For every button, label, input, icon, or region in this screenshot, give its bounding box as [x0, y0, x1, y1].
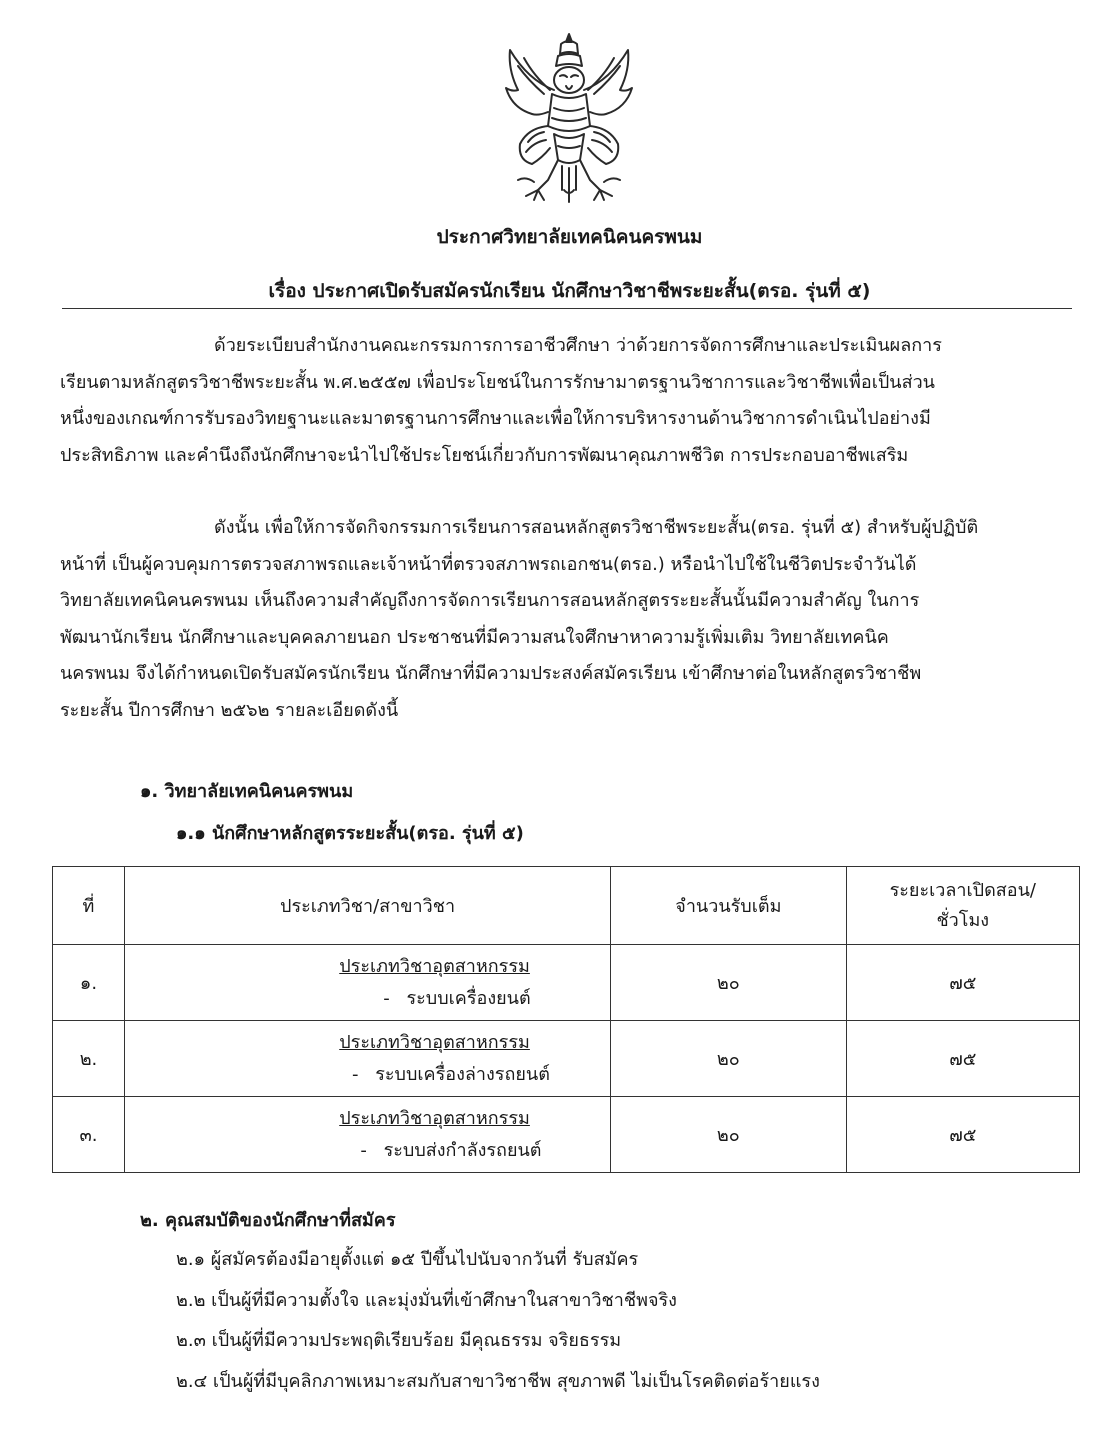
program-name-line	[126, 1059, 609, 1091]
program-cell	[124, 1097, 610, 1173]
program-category: ประเภทวิชาอุตสาหกรรม	[339, 1031, 530, 1053]
duration-cell: ๗๕	[846, 945, 1079, 1021]
duration-header-line: ชั่วโมง	[936, 909, 990, 931]
program-name: ระบบเครื่องยนต์	[406, 987, 531, 1009]
paragraph-line: ประสิทธิภาพ และคำนึงถึงนักศึกษาจะนำไปใช้ประโยชน์เกี่ยวกับการพัฒนาคุณภาพชีวิต การประกอบอาชีพเสริม	[60, 444, 909, 466]
paragraph-line: หน้าที่ เป็นผู้ควบคุมการตรวจสภาพรถและเจ้าหน้าที่ตรวจสภาพรถเอกชน(ตรอ.) หรือนำไปใช้ในชีวิตประจำวันได้	[60, 553, 917, 575]
table-header-row	[53, 867, 1080, 945]
paragraph-line: ด้วยระเบียบสำนักงานคณะกรรมการการอาชีวศึกษา ว่าด้วยการจัดการศึกษาและประเมินผลการ	[214, 335, 942, 356]
section-1-heading: ๑. วิทยาลัยเทคนิคนครพนม	[140, 781, 354, 802]
title-divider	[62, 308, 1072, 309]
paragraph-line: หนึ่งของเกณฑ์การรับรองวิทยฐานะและมาตรฐานการศึกษาและเพื่อให้การบริหารงานด้านวิชาการดำเนินไปอย่างมี	[60, 408, 931, 429]
paragraph-line: วิทยาลัยเทคนิคนครพนม เห็นถึงความสำคัญถึงการจัดการเรียนการสอนหลักสูตรระยะสั้นนั้นมีความสำคัญ ในการ	[60, 590, 920, 611]
list-dash: -	[351, 1063, 359, 1085]
program-name-line	[126, 1135, 609, 1167]
program-name-line	[126, 983, 609, 1015]
paragraph-line: ดังนั้น เพื่อให้การจัดกิจกรรมการเรียนการสอนหลักสูตรวิชาชีพระยะสั้น(ตรอ. รุ่นที่ ๕) สำหรับผู้ปฏิบัติ	[214, 517, 979, 538]
qualification-item: ๒.๒ เป็นผู้ที่มีความตั้งใจ และมุ่งมั่นที่เข้าศึกษาในสาขาวิชาชีพจริง	[176, 1290, 677, 1311]
announcement-subject: เรื่อง ประกาศเปิดรับสมัครนักเรียน นักศึกษาวิชาชีพระยะสั้น(ตรอ. รุ่นที่ ๕)	[268, 280, 871, 302]
list-dash: -	[360, 1139, 367, 1161]
announcement-title: ประกาศวิทยาลัยเทคนิคนครพนม	[436, 226, 703, 248]
section-2-heading: ๒. คุณสมบัติของนักศึกษาที่สมัคร	[140, 1210, 396, 1231]
table-row	[53, 1021, 1080, 1097]
program-cell	[124, 945, 610, 1021]
col-header-capacity: จำนวนรับเต็ม	[611, 867, 846, 945]
capacity-cell: ๒๐	[611, 1021, 846, 1097]
duration-cell: ๗๕	[846, 1021, 1079, 1097]
col-header-program: ประเภทวิชา/สาขาวิชา	[124, 867, 610, 945]
row-number: ๒.	[53, 1021, 125, 1097]
duration-header-line: ระยะเวลาเปิดสอน/	[889, 879, 1036, 901]
program-category: ประเภทวิชาอุตสาหกรรม	[339, 955, 530, 977]
intro-paragraph	[60, 328, 1072, 474]
program-cell	[124, 1021, 610, 1097]
paragraph-line: พัฒนานักเรียน นักศึกษาและบุคคลภายนอก ประชาชนที่มีความสนใจศึกษาหาความรู้เพิ่มเติม วิทยาลัยเทคนิค	[60, 626, 889, 648]
capacity-cell: ๒๐	[611, 1097, 846, 1173]
garuda-emblem-icon	[498, 30, 640, 208]
duration-cell: ๗๕	[846, 1097, 1079, 1173]
section-1-1-heading: ๑.๑ นักศึกษาหลักสูตรระยะสั้น(ตรอ. รุ่นที่ ๕)	[176, 823, 524, 844]
paragraph-line: นครพนม จึงได้กำหนดเปิดรับสมัครนักเรียน นักศึกษาที่มีความประสงค์สมัครเรียน เข้าศึกษาต่อในหลักสูตรวิชาชีพ	[60, 663, 922, 684]
course-table	[52, 866, 1080, 1173]
table-row	[53, 1097, 1080, 1173]
paragraph-line: ระยะสั้น ปีการศึกษา ๒๕๖๒ รายละเอียดดังนี้	[60, 699, 399, 721]
capacity-cell: ๒๐	[611, 945, 846, 1021]
row-number: ๓.	[53, 1097, 125, 1173]
qualification-item: ๒.๓ เป็นผู้ที่มีความประพฤติเรียบร้อย มีคุณธรรม จริยธรรม	[176, 1330, 622, 1351]
row-number: ๑.	[53, 945, 125, 1021]
list-dash: -	[383, 987, 390, 1009]
paragraph-line: เรียนตามหลักสูตรวิชาชีพระยะสั้น พ.ศ.๒๕๕๗ เพื่อประโยชน์ในการรักษามาตรฐานวิชาการและวิชาชีพเพื่อเป็นส่วน	[60, 371, 935, 393]
qualification-item: ๒.๑ ผู้สมัครต้องมีอายุตั้งแต่ ๑๕ ปีขึ้นไปนับจากวันที่ รับสมัคร	[176, 1249, 639, 1270]
program-name: ระบบส่งกำลังรถยนต์	[383, 1139, 542, 1161]
program-name: ระบบเครื่องล่างรถยนต์	[375, 1063, 550, 1085]
purpose-paragraph	[60, 510, 1072, 729]
program-category: ประเภทวิชาอุตสาหกรรม	[339, 1107, 530, 1129]
qualification-item: ๒.๔ เป็นผู้ที่มีบุคลิกภาพเหมาะสมกับสาขาวิชาชีพ สุขภาพดี ไม่เป็นโรคติดต่อร้ายแรง	[176, 1371, 820, 1392]
table-row	[53, 945, 1080, 1021]
col-header-duration	[846, 867, 1079, 945]
col-header-no: ที่	[53, 867, 125, 945]
